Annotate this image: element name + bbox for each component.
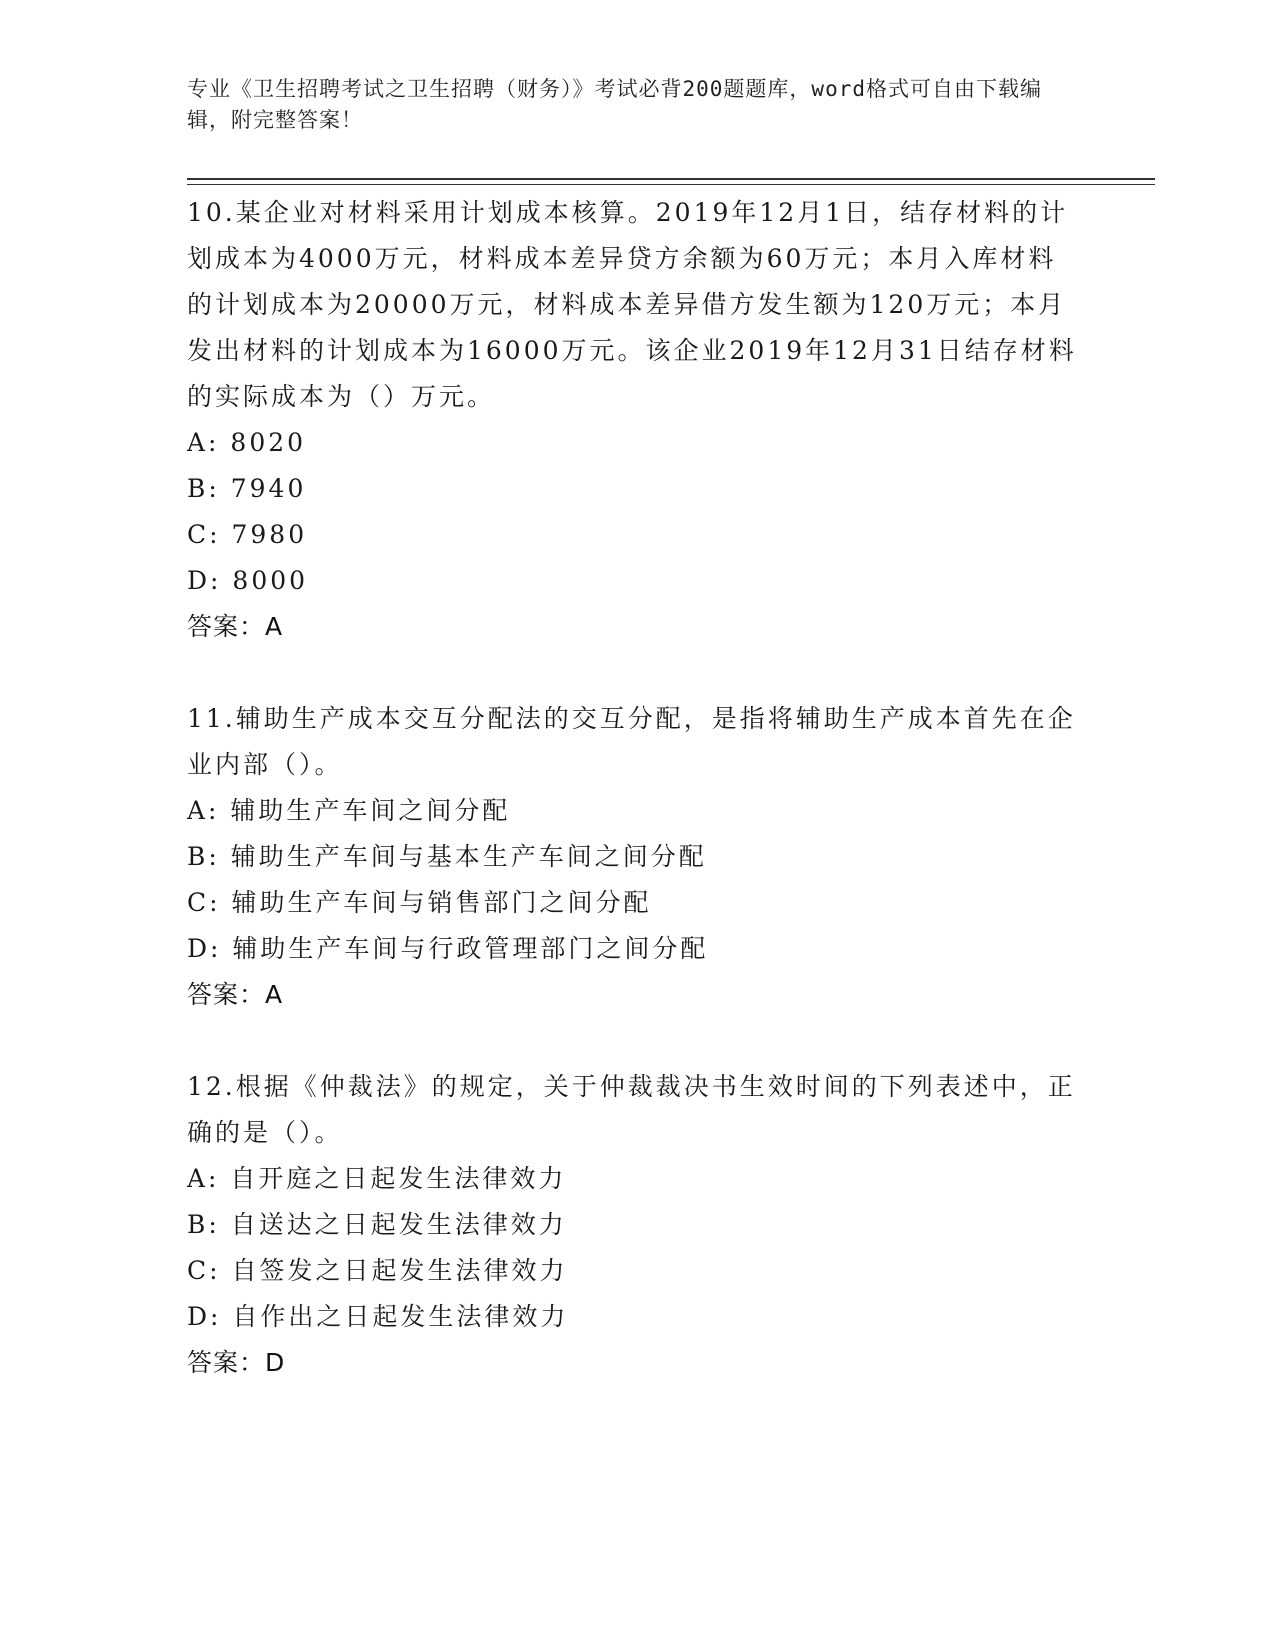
option-d: D: 自作出之日起发生法律效力 <box>187 1302 569 1331</box>
question-list <box>187 190 1087 1386</box>
option-d: D: 辅助生产车间与行政管理部门之间分配 <box>187 934 709 963</box>
option-b: B: 辅助生产车间与基本生产车间之间分配 <box>187 842 707 871</box>
option-c: C: 辅助生产车间与销售部门之间分配 <box>187 888 652 917</box>
answer-label: 答案：A <box>187 980 284 1009</box>
option-b: B: 自送达之日起发生法律效力 <box>187 1210 567 1239</box>
answer-label: 答案：D <box>187 1348 286 1377</box>
question-spacer <box>187 1018 1087 1064</box>
question-text: 12.根据《仲裁法》的规定，关于仲裁裁决书生效时间的下列表述中，正确的是（）。 <box>187 1072 1076 1147</box>
header-divider-thin <box>187 184 1155 185</box>
question-spacer <box>187 650 1087 696</box>
question-text: 10.某企业对材料采用计划成本核算。2019年12月1日，结存材料的计划成本为4000万元，材料成本差异贷方余额为60万元；本月入库材料的计划成本为20000万元，材料成本差异借方发生额为120万元；本月发出材料的计划成本为16000万元。该企业2019年12月31日结存材料的实际成本为（）万元。 <box>187 198 1077 411</box>
option-a: A: 辅助生产车间之间分配 <box>187 796 511 825</box>
option-b: B: 7940 <box>187 474 307 503</box>
option-d: D: 8000 <box>187 566 309 595</box>
option-a: A: 8020 <box>187 428 307 457</box>
option-c: C: 自签发之日起发生法律效力 <box>187 1256 568 1285</box>
answer-label: 答案：A <box>187 612 284 641</box>
option-c: C: 7980 <box>187 520 308 549</box>
question-10 <box>187 190 1087 650</box>
question-12 <box>187 1064 1087 1386</box>
option-a: A: 自开庭之日起发生法律效力 <box>187 1164 567 1193</box>
question-text: 11.辅助生产成本交互分配法的交互分配，是指将辅助生产成本首先在企业内部（）。 <box>187 704 1076 779</box>
question-11 <box>187 696 1087 1018</box>
header-divider-thick <box>187 178 1155 180</box>
document-header: 专业《卫生招聘考试之卫生招聘（财务）》考试必背200题题库，word格式可自由下载编辑，附完整答案！ <box>187 77 1042 132</box>
